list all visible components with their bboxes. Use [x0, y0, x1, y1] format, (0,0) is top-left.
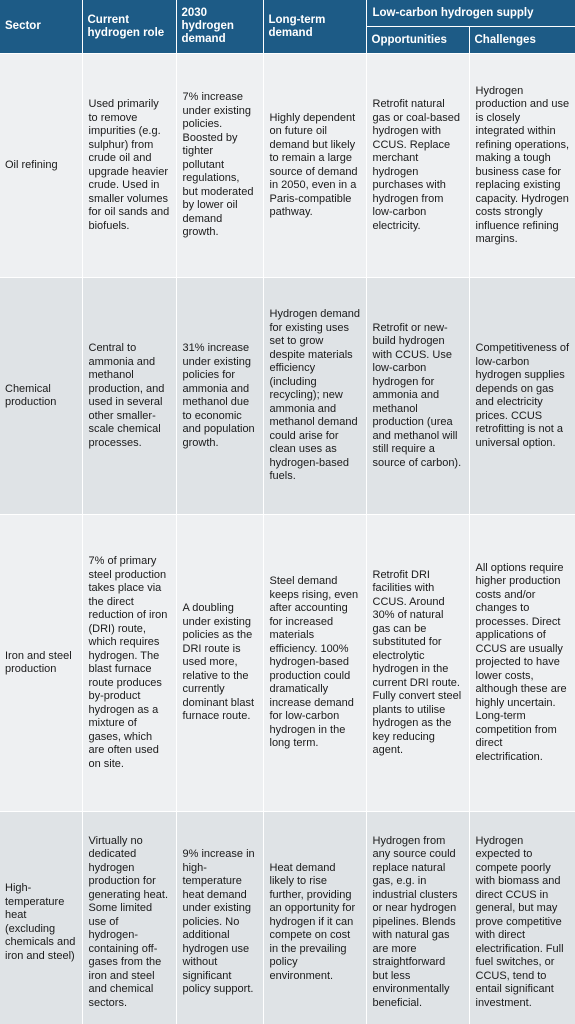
cell-current-role: Virtually no dedicated hydrogen production for generating heat. Some limited use of hydrogen-containing off-gases from the iron and steel and chemical sectors. — [82, 812, 176, 1024]
cell-current-role: 7% of primary steel production takes place via the direct reduction of iron (DRI) route, which requires hydrogen. The blast furnace route produces by-product hydrogen as a mixture of gases, which are often used on site. — [82, 515, 176, 812]
cell-current-role: Central to ammonia and methanol production, and used in several other smaller-scale chemical processes. — [82, 278, 176, 515]
cell-opportunities: Retrofit natural gas or coal-based hydrogen with CCUS. Replace merchant hydrogen purchases with hydrogen from low-carbon electricity. — [366, 54, 469, 278]
cell-opportunities: Retrofit or new-build hydrogen with CCUS. Use low-carbon hydrogen for ammonia and methanol production (urea and methanol will still require a source of carbon). — [366, 278, 469, 515]
cell-2030-demand: 9% increase in high-temperature heat demand under existing policies. No additional hydrogen use without significant policy support. — [176, 812, 263, 1024]
table-row — [0, 515, 575, 812]
cell-sector: Chemical production — [0, 278, 82, 515]
cell-challenges: Competitiveness of low-carbon hydrogen supplies depends on gas and electricity prices. CCUS retrofitting is not a universal option. — [469, 278, 575, 515]
header-2030-demand: 2030 hydrogen demand — [176, 0, 263, 54]
cell-sector: Iron and steel production — [0, 515, 82, 812]
cell-challenges: All options require higher production costs and/or changes to processes. Direct applications of CCUS are usually projected to have lower costs, although these are highly uncertain. Long-term competition from direct electrification. — [469, 515, 575, 812]
cell-long-term-demand: Steel demand keeps rising, even after accounting for increased materials efficiency. 100% hydrogen-based production could dramatically increase demand for low-carbon hydrogen in the long term. — [263, 515, 366, 812]
cell-opportunities: Retrofit DRI facilities with CCUS. Around 30% of natural gas can be substituted for electrolytic hydrogen in the current DRI route. Fully convert steel plants to utilise hydrogen as the key reducing agent. — [366, 515, 469, 812]
cell-long-term-demand: Highly dependent on future oil demand but likely to remain a large source of demand in 2050, even in a Paris-compatible pathway. — [263, 54, 366, 278]
table-header — [0, 0, 575, 54]
cell-2030-demand: 7% increase under existing policies. Boosted by tighter pollutant regulations, but moderated by lower oil demand growth. — [176, 54, 263, 278]
table-row — [0, 812, 575, 1024]
header-long-term-demand: Long-term demand — [263, 0, 366, 54]
cell-long-term-demand: Heat demand likely to rise further, providing an opportunity for hydrogen if it can compete on cost in the prevailing policy environment. — [263, 812, 366, 1024]
cell-challenges: Hydrogen expected to compete poorly with biomass and direct CCUS in general, but may prove competitive with direct electrification. Full fuel switches, or CCUS, tend to entail significant investment. — [469, 812, 575, 1024]
table-row — [0, 54, 575, 278]
header-current-role: Current hydrogen role — [82, 0, 176, 54]
cell-current-role: Used primarily to remove impurities (e.g. sulphur) from crude oil and upgrade heavier crude. Used in smaller volumes for oil sands and biofuels. — [82, 54, 176, 278]
cell-opportunities: Hydrogen from any source could replace natural gas, e.g. in industrial clusters or near hydrogen pipelines. Blends with natural gas are more straightforward but less environmentally beneficial. — [366, 812, 469, 1024]
header-challenges: Challenges — [469, 27, 575, 54]
cell-sector: High-temperature heat (excluding chemicals and iron and steel) — [0, 812, 82, 1024]
header-sector: Sector — [0, 0, 82, 54]
cell-long-term-demand: Hydrogen demand for existing uses set to grow despite materials efficiency (including recycling); new ammonia and methanol demand could arise for clean uses as hydrogen-based fuels. — [263, 278, 366, 515]
header-opportunities: Opportunities — [366, 27, 469, 54]
header-low-carbon-supply: Low-carbon hydrogen supply — [366, 0, 575, 27]
cell-2030-demand: 31% increase under existing policies for ammonia and methanol due to economic and population growth. — [176, 278, 263, 515]
cell-2030-demand: A doubling under existing policies as the DRI route is used more, relative to the currently dominant blast furnace route. — [176, 515, 263, 812]
table-row — [0, 278, 575, 515]
cell-challenges: Hydrogen production and use is closely integrated within refining operations, making a tough business case for replacing existing capacity. Hydrogen costs strongly influence refining margins. — [469, 54, 575, 278]
cell-sector: Oil refining — [0, 54, 82, 278]
